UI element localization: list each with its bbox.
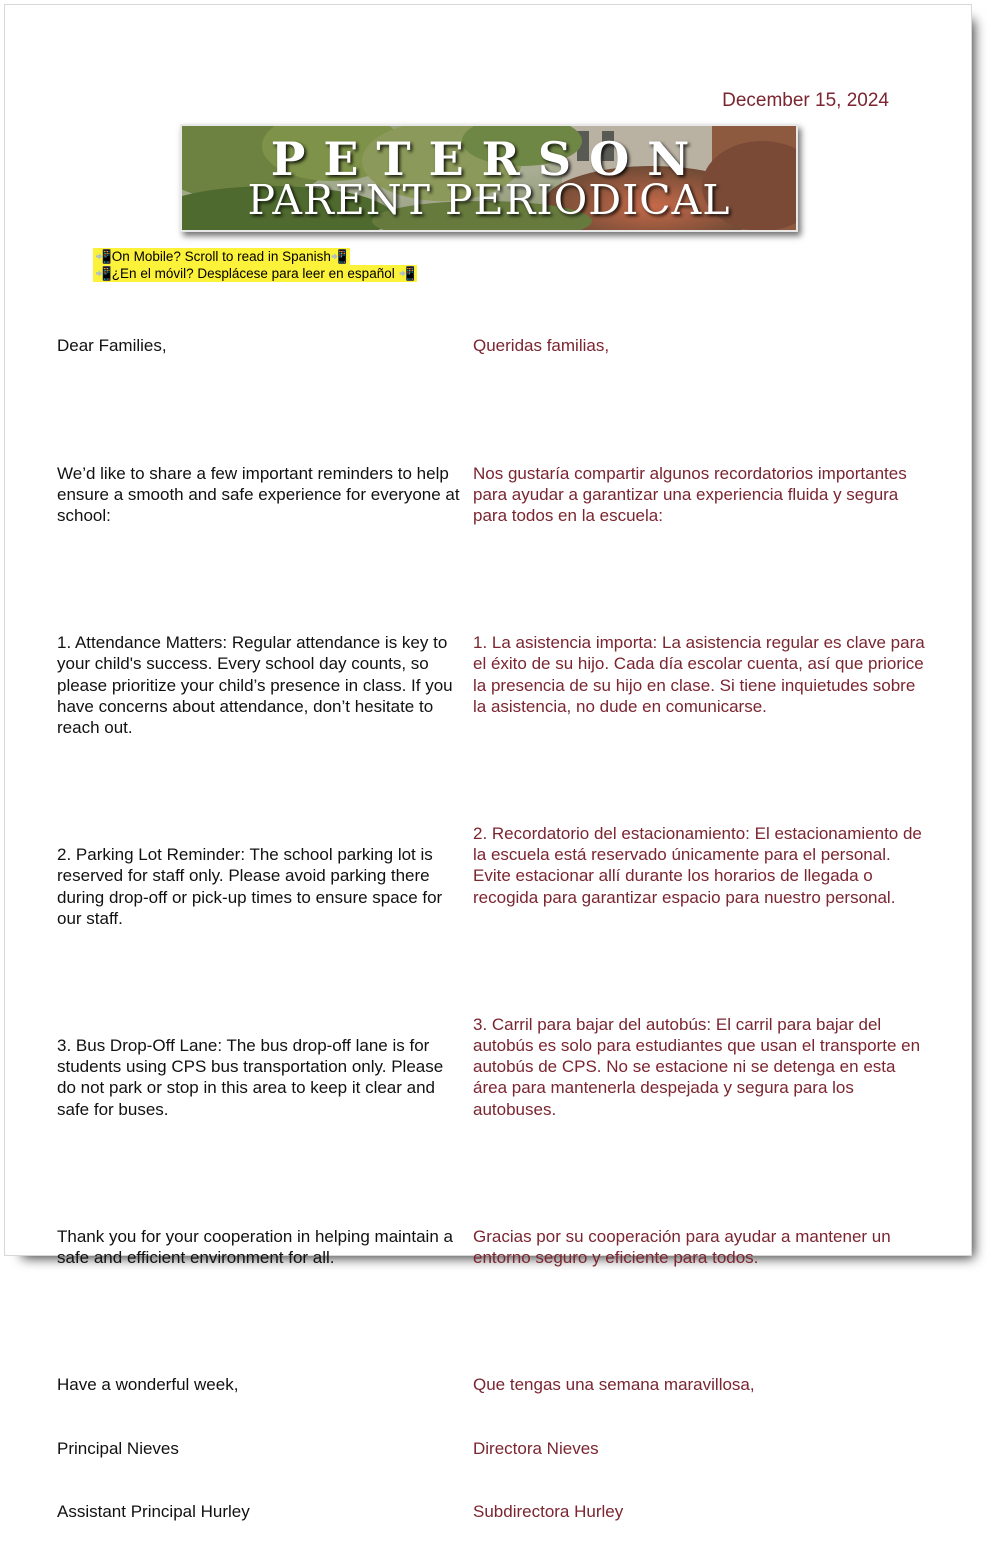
english-closing: Have a wonderful week, [57,1375,239,1395]
spanish-signer-principal: Directora Nieves [473,1438,599,1458]
masthead-title-peterson: PETERSON [270,132,708,186]
newsletter-date: December 15, 2024 [722,90,889,111]
english-item-bus-lane: 3. Bus Drop-Off Lane: The bus drop-off lane is for students using CPS bus transportation only. Please do not park or stop in this area to keep it clear and safe for buses. [57,1036,448,1119]
spanish-intro: Nos gustaría compartir algunos recordatorios importantes para ayudar a garantizar una experiencia fluida y segura para todos en la escuela: [473,463,912,526]
english-column [57,293,465,1565]
spanish-item-bus-lane: 3. Carril para bajar del autobús: El carril para bajar del autobús es solo para estudiantes que usan el transporte en autobús de CPS. No se estacione ni se detenga en esta área para mantenerla despejada y segura para los autobuses. [473,1014,925,1119]
spanish-column [473,293,933,1565]
english-signer-principal: Principal Nieves [57,1438,179,1458]
masthead-banner [180,124,798,232]
spanish-closing: Que tengas una semana maravillosa, [473,1375,755,1395]
mobile-notice [93,248,417,282]
mobile-notice-english: 📲On Mobile? Scroll to read in Spanish📲 [95,249,348,264]
spanish-thanks: Gracias por su cooperación para ayudar a mantener un entorno seguro y eficiente para todos. [473,1226,896,1268]
spanish-signer-assistant-principal: Subdirectora Hurley [473,1502,624,1522]
spanish-item-attendance: 1. La asistencia importa: La asistencia regular es clave para el éxito de su hijo. Cada día escolar cuenta, así que priorice la presencia de su hijo en clase. Si tiene inquietudes sobre la asistencia, no dude en comunicarse. [473,633,930,716]
newsletter-page [4,4,972,1522]
english-greeting: Dear Families, [57,336,167,356]
spanish-item-parking: 2. Recordatorio del estacionamiento: El estacionamiento de la escuela está reservado únicamente para el personal. Evite estacionar allí durante los horarios de llegada o recogida para garantizar espacio para nuestro personal. [473,824,927,907]
spanish-greeting: Queridas familias, [473,336,610,356]
english-intro: We’d like to share a few important reminders to help ensure a smooth and safe experience for everyone at school: [57,463,465,526]
english-item-parking: 2. Parking Lot Reminder: The school parking lot is reserved for staff only. Please avoid parking there during drop-off or pick-up times to ensure space for our staff. [57,845,447,928]
mobile-notice-spanish: 📲¿En el móvil? Desplácese para leer en español 📲 [95,266,416,281]
english-signer-assistant-principal: Assistant Principal Hurley [57,1502,250,1522]
masthead-title-parent-periodical: PARENT PERIODICAL [247,176,731,224]
english-thanks: Thank you for your cooperation in helping maintain a safe and efficient environment for all. [57,1226,458,1268]
english-item-attendance: 1. Attendance Matters: Regular attendance is key to your child's success. Every school day counts, so please prioritize your child’s presence in class. If you have concerns about attendance, don’t hesitate to reach out. [57,633,458,738]
